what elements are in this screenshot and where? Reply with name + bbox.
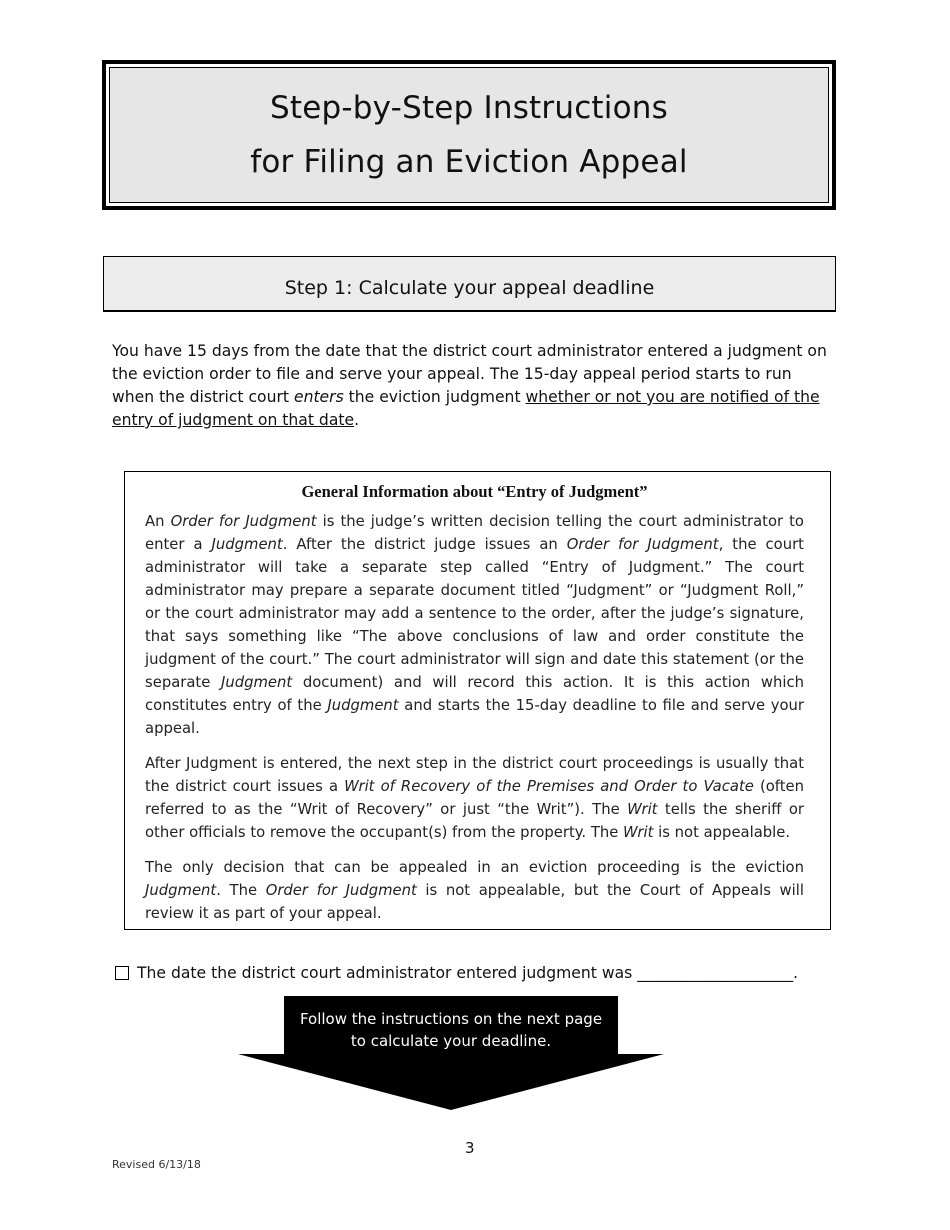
intro-paragraph <box>112 340 832 432</box>
intro-underlined: whether or not you are notified of the entry of judgment on that date <box>112 388 820 429</box>
arrow-text-line-1: Follow the instructions on the next page <box>299 1010 603 1028</box>
text: tells the sheriff or other officials to remove the occupant(s) from the property. The <box>145 801 805 841</box>
emphasis: Writ <box>623 824 654 841</box>
text: After Judgment is entered, the next step in the district court proceedings is usually that the district court issues a <box>145 755 804 795</box>
text: is not appealable, but the Court of Appeals will review it as part of your appeal. <box>145 882 804 922</box>
text: (often referred to as the “Writ of Recovery” or just “the Writ”). The <box>145 778 805 818</box>
judgment-date-text: The date the district court administrator entered judgment was ____________________. <box>137 964 799 982</box>
emphasis: Order for Judgment <box>566 536 719 553</box>
title-inner <box>109 67 829 203</box>
text: An <box>145 513 171 530</box>
title-box <box>102 60 836 210</box>
step-header <box>103 256 836 312</box>
page-title-line-2: for Filing an Eviction Appeal <box>250 144 688 180</box>
text: , the court administrator will take a separate step called “Entry of Judgment.” The court administrator may prepare a separate document titled “Judgment” or “Judgment Roll,” or the court administrator may add a sentence to the order, after the judge’s signature, that says something like “The above conclusions of law and order constitute the judgment of the court.” The court administrator will sign and date this statement (or the separate <box>145 536 804 691</box>
text: The only decision that can be appealed in an eviction proceeding is the eviction <box>145 859 804 876</box>
judgment-date-checkbox[interactable] <box>115 966 129 980</box>
emphasis: Order for Judgment <box>265 882 417 899</box>
text: document) and will record this action. It is this action which constitutes entry of the <box>145 674 804 714</box>
text: . After the district judge issues an <box>282 536 567 553</box>
intro-end: . <box>354 411 360 429</box>
page-number: 3 <box>465 1139 475 1157</box>
text: . The <box>216 882 266 899</box>
intro-text: You have 15 days from the date that the district court administrator entered a judgment on the eviction order to file and serve your appeal. The 15-day appeal period starts to run when the district court <box>112 342 827 406</box>
emphasis: Judgment <box>145 882 217 899</box>
info-box-heading: General Information about “Entry of Judgment” <box>301 482 648 501</box>
emphasis: Judgment <box>220 674 293 691</box>
info-paragraph-2 <box>145 752 804 844</box>
emphasis: Judgment <box>211 536 283 553</box>
info-box <box>124 471 831 930</box>
down-arrow-callout <box>238 996 664 1110</box>
info-paragraph-1 <box>145 510 804 740</box>
text: is not appealable. <box>653 824 791 841</box>
text: and starts the 15-day deadline to file and serve your appeal. <box>145 697 804 737</box>
text: is the judge’s written decision telling the court administrator to enter a <box>145 513 804 553</box>
emphasis: Writ of Recovery of the Premises and Order to Vacate <box>344 778 754 795</box>
revised-date: Revised 6/13/18 <box>112 1158 201 1171</box>
info-paragraph-3 <box>145 856 804 925</box>
arrow-text-line-2: to calculate your deadline. <box>350 1032 552 1050</box>
emphasis: Judgment <box>327 697 399 714</box>
intro-text-2: the eviction judgment <box>343 388 526 406</box>
arrow-text <box>284 1008 618 1052</box>
page-title-line-1: Step-by-Step Instructions <box>270 90 668 126</box>
judgment-date-line <box>115 962 798 984</box>
step-title: Step 1: Calculate your appeal deadline <box>284 276 655 299</box>
emphasis: Writ <box>627 801 658 818</box>
intro-emphasis: enters <box>293 388 344 406</box>
emphasis: Order for Judgment <box>170 513 317 530</box>
